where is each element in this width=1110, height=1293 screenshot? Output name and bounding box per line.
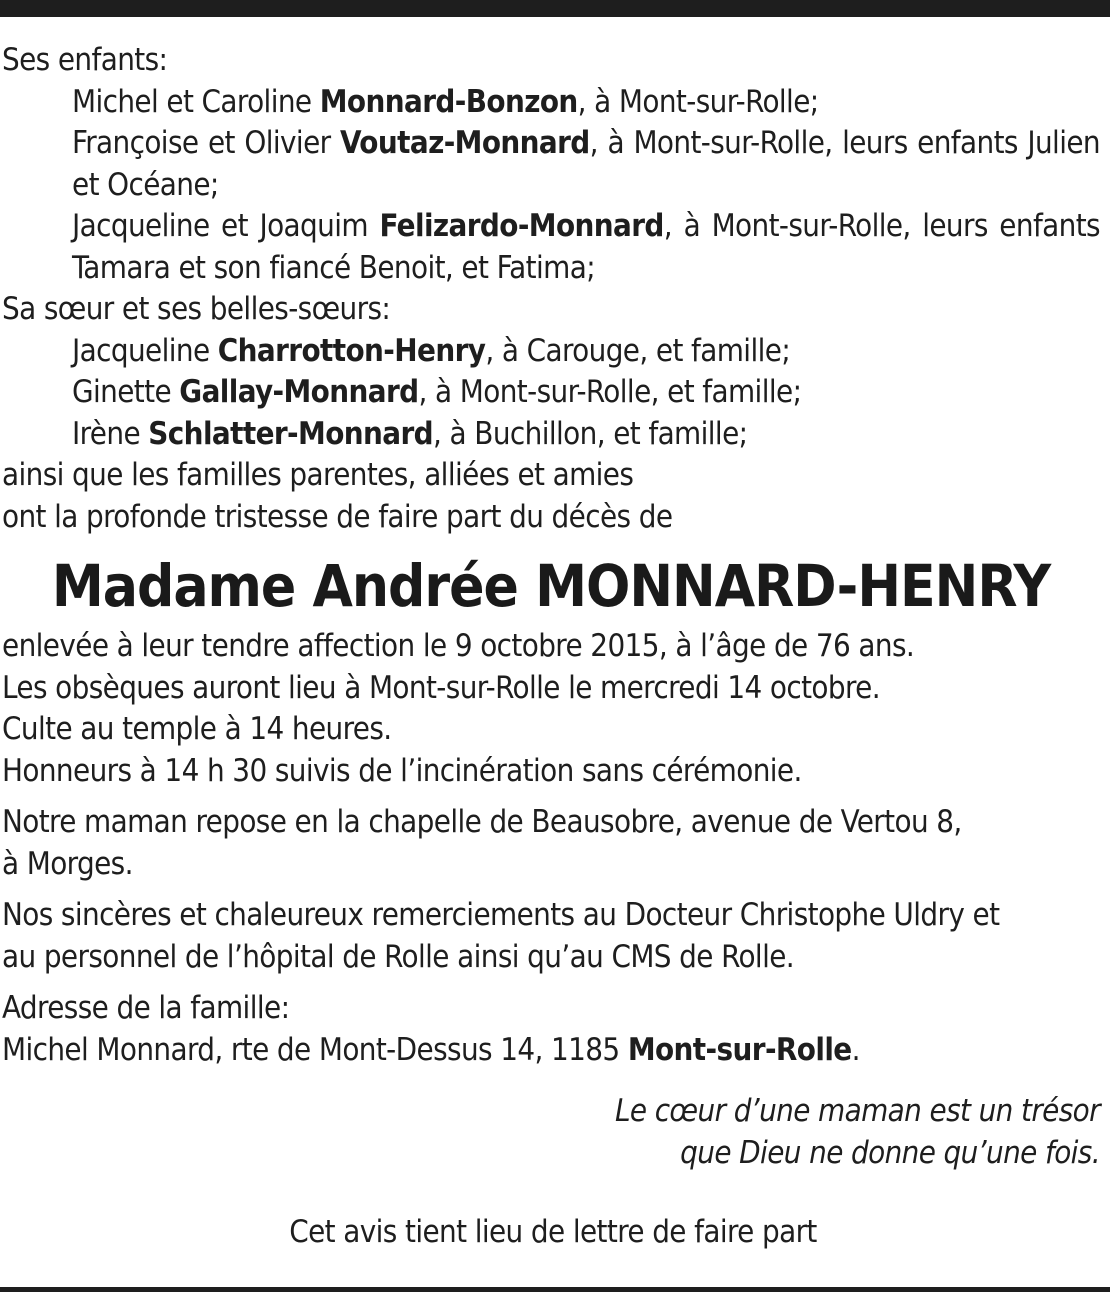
notice-body [2,40,1100,1254]
quote-line: que Dieu ne donne qu’une fois. [680,1134,1100,1171]
sibling-given-name: Ginette [72,374,180,410]
sibling-location: , à Carouge, et famille; [485,332,791,369]
intro-line: ainsi que les familles parentes, alliées et amies [2,457,634,493]
deceased-name: Madame Andrée MONNARD-HENRY [51,552,1051,620]
child-given-names: Michel et Caroline [72,83,320,120]
sibling-family-name: Schlatter-Monnard [148,415,434,452]
child-given-names: Jacqueline et Joaquim [72,208,380,244]
address-punctuation: . [851,1031,860,1068]
child-family-name: Voutaz-Monnard [340,125,590,161]
detail-line: Les obsèques auront lieu à Mont-sur-Rolle le mercredi 14 octobre. [2,669,880,706]
address-street: Michel Monnard, rte de Mont-Dessus 14, 1185 [2,1031,628,1068]
child-family-name: Felizardo-Monnard [379,208,664,244]
child-location: , à Mont-sur-Rolle, leurs enfants Tamara et son fiancé Benoit, et Fatima; [72,208,1100,286]
child-entry [2,123,1100,206]
sibling-entry [2,414,1100,456]
rest-line: à Morges. [2,845,133,882]
child-location: , à Mont-sur-Rolle, leurs enfants Julien et Océane; [72,125,1100,203]
detail-line: enlevée à leur tendre affection le 9 octobre 2015, à l’âge de 76 ans. [2,628,915,664]
sibling-family-name: Gallay-Monnard [179,374,419,410]
intro-line: ont la profonde tristesse de faire part du décès de [2,498,673,535]
family-address [2,1030,1100,1072]
child-location: , à Mont-sur-Rolle; [577,83,819,120]
sibling-location: , à Mont-sur-Rolle, et famille; [418,374,802,410]
sibling-location: , à Buchillon, et famille; [433,415,748,452]
sibling-entry [2,372,1100,414]
address-city: Mont-sur-Rolle [627,1031,852,1068]
thanks-line: Nos sincères et chaleureux remerciements au Docteur Christophe Uldry et [2,897,1000,933]
rest-line: Notre maman repose en la chapelle de Beausobre, avenue de Vertou 8, [2,804,962,840]
quote-line: Le cœur d’une maman est un trésor [614,1093,1100,1129]
closing-note: Cet avis tient lieu de lettre de faire part [289,1214,817,1250]
child-family-name: Monnard-Bonzon [319,83,578,120]
address-heading: Adresse de la famille: [2,990,290,1026]
child-entry [2,206,1100,289]
detail-line: Honneurs à 14 h 30 suivis de l’incinération sans cérémonie. [2,752,802,789]
children-heading: Ses enfants: [2,42,168,78]
closing-quote [2,1091,1100,1174]
sibling-family-name: Charrotton-Henry [217,332,486,369]
bottom-rule [0,1287,1110,1292]
child-given-names: Françoise et Olivier [72,125,341,161]
siblings-heading: Sa sœur et ses belles-sœurs: [2,291,391,327]
detail-line: Culte au temple à 14 heures. [2,711,392,747]
sibling-entry [2,331,1100,373]
child-entry [2,82,1100,124]
sibling-given-name: Irène [72,415,149,452]
sibling-given-name: Jacqueline [72,332,218,369]
thanks-line: au personnel de l’hôpital de Rolle ainsi qu’au CMS de Rolle. [2,938,795,975]
top-rule [0,0,1110,17]
